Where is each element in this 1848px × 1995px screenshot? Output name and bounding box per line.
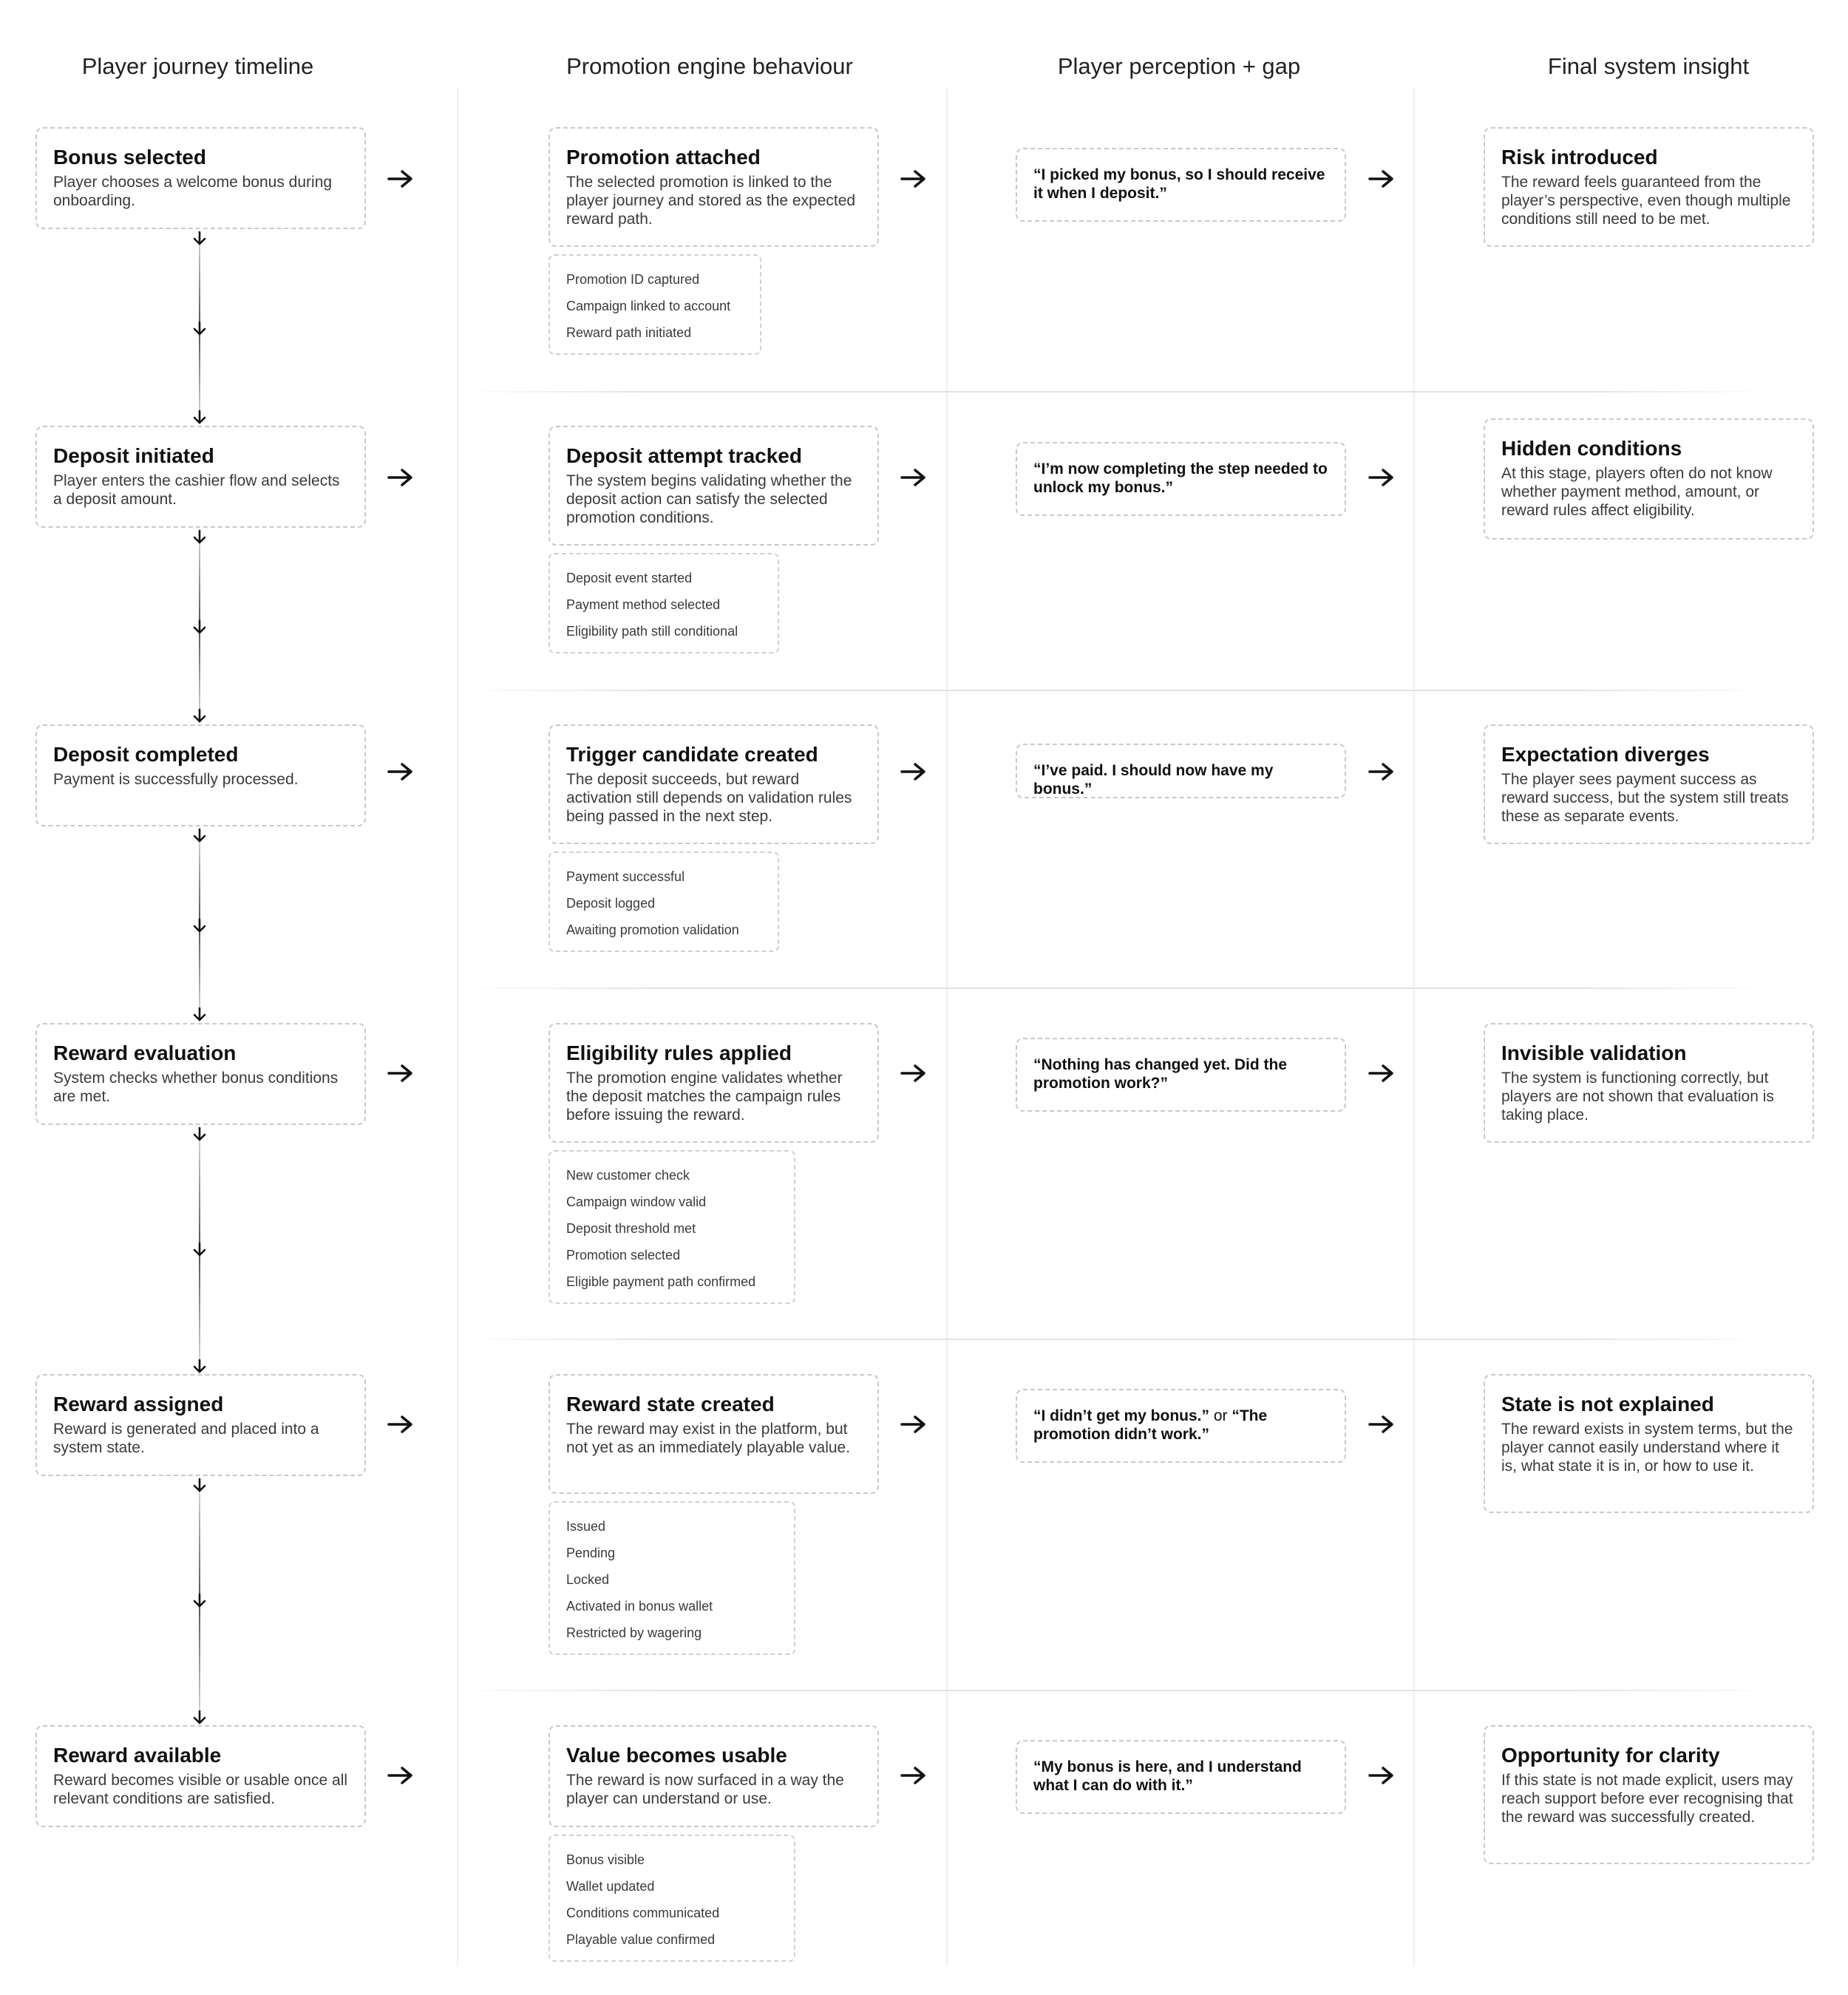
- perception-quote: “Nothing has changed yet. Did the promotion work?”: [1016, 1038, 1346, 1112]
- journey-title: Bonus selected: [53, 146, 206, 169]
- engine-title: Trigger candidate created: [566, 743, 818, 766]
- engine-checklist: [548, 1835, 795, 1962]
- engine-card-reward-state-created: [548, 1374, 879, 1494]
- arrow-right-icon: [900, 1765, 927, 1786]
- checklist-item: Campaign linked to account: [566, 299, 731, 313]
- checklist-item: Restricted by wagering: [566, 1625, 702, 1640]
- row-divider: [458, 1339, 1774, 1340]
- checklist-item: Eligibility path still conditional: [566, 624, 738, 639]
- row-divider: [458, 988, 1774, 989]
- arrow-down-icon: [191, 1242, 208, 1258]
- checklist-item: Awaiting promotion validation: [566, 922, 739, 937]
- checklist-item: Activated in bonus wallet: [566, 1599, 713, 1614]
- checklist-item: Pending: [566, 1546, 616, 1560]
- engine-card-deposit-attempt-tracked: [548, 426, 879, 546]
- engine-checklist: [548, 553, 779, 653]
- timeline-connector: [198, 1478, 201, 1729]
- arrow-right-icon: [900, 1414, 927, 1435]
- engine-body: The reward may exist in the platform, but not yet as an immediately playable value.: [566, 1421, 851, 1456]
- arrow-down-icon: [191, 918, 208, 934]
- insight-title: Risk introduced: [1501, 146, 1658, 169]
- engine-body: The selected promotion is linked to the player journey and stored as the expected reward path.: [566, 174, 856, 228]
- checklist-item: Bonus visible: [566, 1852, 645, 1867]
- engine-card-promotion-attached: [548, 127, 879, 247]
- timeline-connector: [198, 828, 201, 1026]
- insight-title: Opportunity for clarity: [1501, 1744, 1720, 1767]
- arrow-right-icon: [387, 1063, 414, 1084]
- engine-title: Eligibility rules applied: [566, 1041, 792, 1064]
- row-divider: [458, 1690, 1774, 1691]
- engine-card-trigger-candidate-created: [548, 724, 879, 844]
- perception-quote-part: “I didn’t get my bonus.”: [1033, 1407, 1209, 1424]
- insight-card-opportunity-for-clarity: [1484, 1725, 1814, 1864]
- journey-body: Reward becomes visible or usable once all relevant conditions are satisfied.: [53, 1772, 348, 1807]
- checklist-item: Eligible payment path confirmed: [566, 1274, 756, 1289]
- journey-card-reward-evaluation: [35, 1023, 366, 1125]
- insight-card-risk-introduced: [1484, 127, 1814, 247]
- journey-title: Deposit completed: [53, 743, 239, 766]
- arrow-down-icon: [191, 1478, 208, 1494]
- header-system-insight: Final system insight: [1547, 53, 1750, 79]
- arrow-right-icon: [900, 1063, 927, 1084]
- row-divider: [458, 391, 1774, 392]
- engine-body: The promotion engine validates whether the deposit matches the campaign rules before issuing the reward.: [566, 1070, 843, 1124]
- perception-quote: “My bonus is here, and I understand what I can do with it.”: [1016, 1740, 1346, 1814]
- checklist-item: Wallet updated: [566, 1879, 655, 1894]
- insight-body: The system is functioning correctly, but players are not shown that evaluation is taking place.: [1501, 1070, 1774, 1124]
- insight-card-hidden-conditions: [1484, 418, 1814, 540]
- journey-title: Reward evaluation: [53, 1041, 237, 1064]
- perception-quote-part: “The promotion didn’t work.”: [1033, 1407, 1268, 1443]
- insight-card-invisible-validation: [1484, 1023, 1814, 1143]
- engine-title: Value becomes usable: [566, 1744, 787, 1767]
- checklist-item: New customer check: [566, 1168, 690, 1183]
- insight-body: The reward feels guaranteed from the player’s perspective, even though multiple conditions still need to be met.: [1501, 174, 1791, 228]
- journey-body: System checks whether bonus conditions are met.: [53, 1070, 339, 1105]
- insight-body: If this state is not made explicit, users may reach support before ever recognising that the reward was successfully created.: [1501, 1772, 1793, 1826]
- arrow-right-icon: [900, 169, 927, 189]
- perception-quote: [1016, 1389, 1346, 1463]
- arrow-down-icon: [191, 619, 208, 636]
- arrow-right-icon: [387, 467, 414, 488]
- arrow-down-icon: [191, 409, 208, 426]
- insight-body: The player sees payment success as reward success, but the system still treats these as separate events.: [1501, 771, 1789, 825]
- arrow-right-icon: [1368, 467, 1395, 488]
- checklist-item: Promotion ID captured: [566, 272, 700, 287]
- journey-card-deposit-completed: [35, 724, 366, 826]
- insight-title: Hidden conditions: [1501, 437, 1682, 460]
- arrow-right-icon: [900, 761, 927, 782]
- insight-card-expectation-diverges: [1484, 724, 1814, 844]
- journey-card-reward-available: [35, 1725, 366, 1827]
- checklist-item: Playable value confirmed: [566, 1932, 716, 1947]
- arrow-right-icon: [387, 1414, 414, 1435]
- header-player-journey: Player journey timeline: [81, 53, 314, 79]
- arrow-down-icon: [191, 529, 208, 546]
- perception-quote: “I picked my bonus, so I should receive it when I deposit.”: [1016, 148, 1346, 222]
- timeline-connector: [198, 529, 201, 727]
- checklist-item: Promotion selected: [566, 1248, 681, 1262]
- engine-body: The deposit succeeds, but reward activation still depends on validation rules being passed in the next step.: [566, 771, 852, 825]
- journey-card-reward-assigned: [35, 1374, 366, 1476]
- checklist-item: Payment successful: [566, 869, 685, 884]
- arrow-right-icon: [900, 467, 927, 488]
- engine-checklist: [548, 254, 761, 355]
- arrow-right-icon: [1368, 1063, 1395, 1084]
- arrow-down-icon: [191, 1593, 208, 1609]
- row-divider: [458, 690, 1774, 691]
- arrow-down-icon: [191, 828, 208, 844]
- arrow-down-icon: [191, 1126, 208, 1143]
- arrow-right-icon: [1368, 1765, 1395, 1786]
- insight-title: State is not explained: [1501, 1393, 1714, 1415]
- engine-body: The reward is now surfaced in a way the player can understand or use.: [566, 1772, 844, 1807]
- journey-body: Payment is successfully processed.: [53, 771, 299, 788]
- journey-title: Reward assigned: [53, 1393, 224, 1415]
- engine-title: Promotion attached: [566, 146, 761, 169]
- column-divider: [457, 89, 458, 1966]
- journey-body: Player enters the cashier flow and selects a deposit amount.: [53, 472, 340, 508]
- engine-card-eligibility-rules-applied: [548, 1023, 879, 1143]
- checklist-item: Reward path initiated: [566, 325, 692, 340]
- perception-quote: “I’m now completing the step needed to unlock my bonus.”: [1016, 442, 1346, 516]
- journey-title: Deposit initiated: [53, 444, 214, 467]
- arrow-right-icon: [1368, 1414, 1395, 1435]
- checklist-item: Deposit logged: [566, 896, 656, 911]
- checklist-item: Issued: [566, 1519, 606, 1534]
- checklist-item: Locked: [566, 1572, 610, 1587]
- arrow-down-icon: [191, 1007, 208, 1023]
- insight-title: Expectation diverges: [1501, 743, 1710, 766]
- engine-checklist: [548, 1501, 795, 1655]
- checklist-item: Campaign window valid: [566, 1194, 707, 1209]
- arrow-right-icon: [1368, 761, 1395, 782]
- engine-checklist: [548, 852, 779, 952]
- insight-title: Invisible validation: [1501, 1041, 1687, 1064]
- checklist-item: Payment method selected: [566, 597, 721, 612]
- engine-title: Deposit attempt tracked: [566, 444, 802, 467]
- engine-title: Reward state created: [566, 1393, 775, 1415]
- arrow-down-icon: [191, 1359, 208, 1375]
- insight-body: At this stage, players often do not know whether payment method, amount, or reward rules affect eligibility.: [1501, 465, 1773, 519]
- arrow-right-icon: [387, 1765, 414, 1786]
- perception-or: or: [1209, 1407, 1232, 1424]
- arrow-down-icon: [191, 1710, 208, 1726]
- insight-body: The reward exists in system terms, but the player cannot easily understand where it is, what state it is in, or how to use it.: [1501, 1421, 1793, 1475]
- journey-title: Reward available: [53, 1744, 222, 1767]
- engine-card-value-becomes-usable: [548, 1725, 879, 1827]
- checklist-item: Deposit threshold met: [566, 1221, 696, 1236]
- journey-body: Reward is generated and placed into a system state.: [53, 1421, 319, 1456]
- journey-body: Player chooses a welcome bonus during onboarding.: [53, 174, 333, 209]
- timeline-connector: [198, 231, 201, 429]
- header-promotion-engine: Promotion engine behaviour: [566, 53, 853, 79]
- arrow-right-icon: [387, 761, 414, 782]
- checklist-item: Deposit event started: [566, 571, 693, 585]
- header-player-perception: Player perception + gap: [1057, 53, 1301, 79]
- timeline-connector: [198, 1126, 201, 1378]
- engine-checklist: [548, 1150, 795, 1304]
- journey-card-bonus-selected: [35, 127, 366, 229]
- column-divider: [946, 89, 948, 1966]
- arrow-down-icon: [191, 321, 208, 337]
- checklist-item: Conditions communicated: [566, 1906, 720, 1920]
- perception-quote: “I’ve paid. I should now have my bonus.”: [1016, 744, 1346, 798]
- engine-body: The system begins validating whether the deposit action can satisfy the selected promotion conditions.: [566, 472, 852, 526]
- insight-card-state-not-explained: [1484, 1374, 1814, 1513]
- arrow-down-icon: [191, 708, 208, 724]
- journey-card-deposit-initiated: [35, 426, 366, 528]
- arrow-down-icon: [191, 231, 208, 247]
- arrow-right-icon: [1368, 169, 1395, 189]
- arrow-right-icon: [387, 169, 414, 189]
- column-divider: [1413, 89, 1415, 1966]
